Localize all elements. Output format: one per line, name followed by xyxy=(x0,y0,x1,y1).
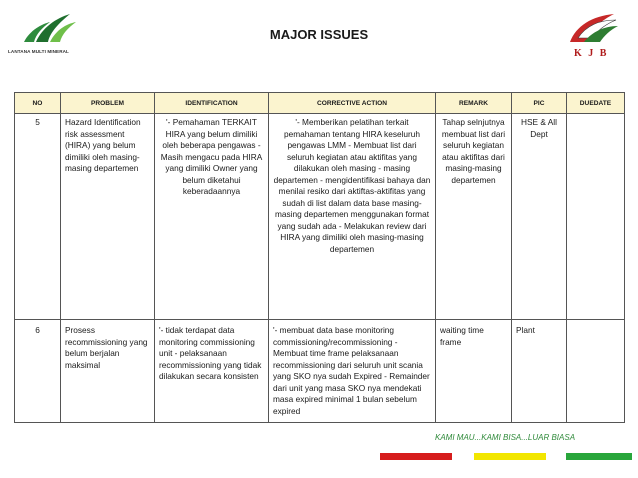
kjb-wing-logo-icon xyxy=(562,8,622,48)
column-header-identification: IDENTIFICATION xyxy=(155,93,269,114)
cell-no: 6 xyxy=(15,320,61,423)
kjb-logo xyxy=(562,8,630,68)
cell-pic: HSE & All Dept xyxy=(512,114,567,320)
cell-remark: waiting time frame xyxy=(436,320,512,423)
footer-yellow-bar xyxy=(474,453,546,460)
column-header-no: NO xyxy=(15,93,61,114)
table-row xyxy=(15,320,625,423)
table-header-row xyxy=(15,93,625,114)
column-header-duedate: DUEDATE xyxy=(567,93,625,114)
company-name: LANTANA MULTI MINERAL xyxy=(8,49,69,54)
cell-duedate xyxy=(567,320,625,423)
cell-duedate xyxy=(567,114,625,320)
cell-pic: Plant xyxy=(512,320,567,423)
cell-identification: '- tidak terdapat data monitoring commissioning unit - pelaksanaan recommissioning yang tidak dilakukan secara konsisten xyxy=(155,320,269,423)
column-header-corrective-action: CORRECTIVE ACTION xyxy=(269,93,436,114)
column-header-remark: REMARK xyxy=(436,93,512,114)
cell-problem: Hazard Identification risk assessment (HIRA) yang belum dimiliki oleh masing-masing departemen xyxy=(61,114,155,320)
cell-identification: '- Pemahaman TERKAIT HIRA yang belum dimiliki oleh beberapa pengawas - Masih mengacu pada HIRA yang dimiliki Owner yang belum diketahui keberadaannya xyxy=(155,114,269,320)
footer-red-bar xyxy=(380,453,452,460)
page-title: MAJOR ISSUES xyxy=(269,27,369,42)
table-row xyxy=(15,114,625,320)
footer-tagline: KAMI MAU...KAMI BISA...LUAR BIASA xyxy=(435,433,576,442)
cell-corrective-action: '- Memberikan pelatihan terkait pemahaman tentang HIRA keseluruh pengawas LMM - Membuat list dari seluruh kegiatan atau aktifitas yang dilakukan oleh masing - masing departemen - mengidentifikasi bahaya dan menilai resiko dari aktiftas-aktifitas yang sudah di list dalam data base masing-masing departemen menggunakan format yang sudah ada - Melakukan review dari HIRA yang dimiliki oleh masing-masing departemen xyxy=(269,114,436,320)
cell-corrective-action: '- membuat data base monitoring commissioning/recommissioning - Membuat time frame pelaksanaan recommissioning dari seluruh unit scania yang SKO nya sudah Expired - Remainder dari unit yang masa SKO nya mendekati masa expired minimal 1 bulan sebelum expired xyxy=(269,320,436,423)
column-header-pic: PIC xyxy=(512,93,567,114)
column-header-problem: PROBLEM xyxy=(61,93,155,114)
cell-problem: Prosess recommissioning yang belum berjalan maksimal xyxy=(61,320,155,423)
major-issues-table xyxy=(14,92,625,423)
cell-no: 5 xyxy=(15,114,61,320)
footer-green-bar xyxy=(566,453,632,460)
kjb-logo-text: K J B xyxy=(574,48,609,59)
cell-remark: Tahap selnjutnya membuat list dari seluruh kegiatan atau aktifitas dari masing-masing departemen xyxy=(436,114,512,320)
